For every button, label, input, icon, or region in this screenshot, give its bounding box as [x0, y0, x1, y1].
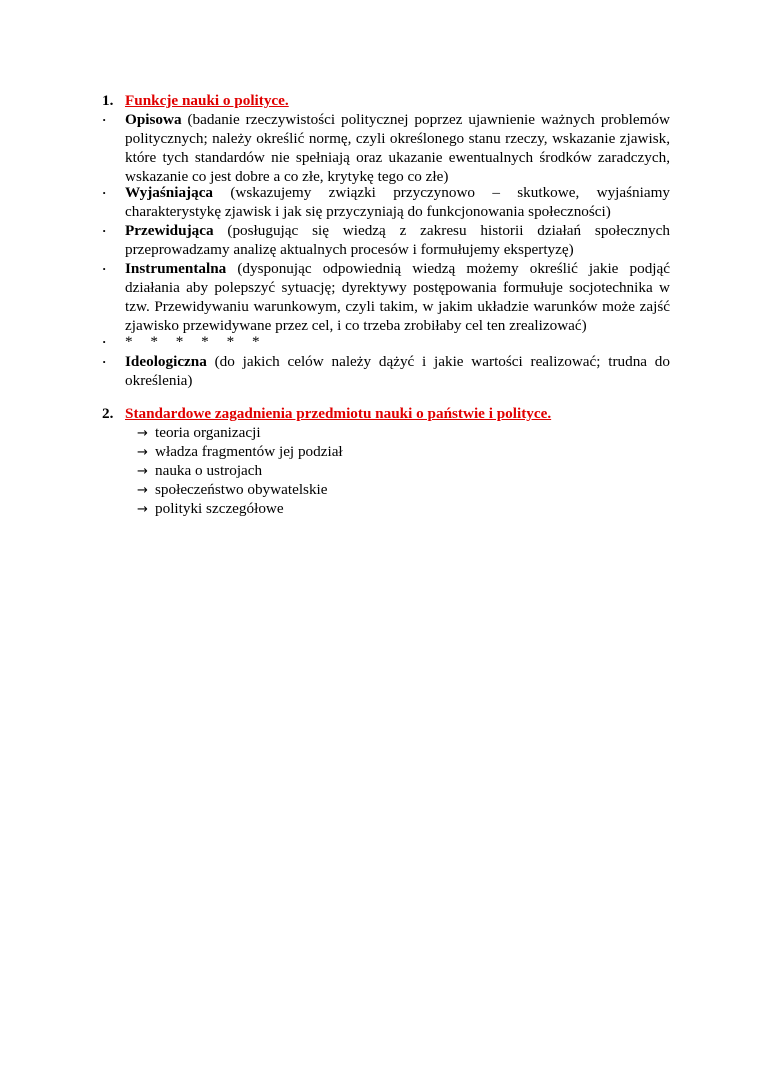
term-description: (do jakich celów należy dążyć i jakie wartości realizować; trudna do określenia) — [125, 353, 670, 389]
list-item-label: teoria organizacji — [155, 424, 261, 441]
list-item-text — [125, 352, 670, 390]
term-label: Ideologiczna — [125, 353, 207, 370]
section-1-heading — [102, 91, 672, 110]
list-item-stars — [102, 332, 670, 351]
bullet-icon: · — [102, 185, 107, 200]
list-item-label: społeczeństwo obywatelskie — [155, 481, 328, 498]
stars-separator: * * * * * * — [125, 333, 260, 350]
bullet-icon: · — [102, 334, 107, 349]
list-item-ideologiczna — [102, 352, 670, 390]
topics-list — [137, 423, 343, 518]
section-1-title: Funkcje nauki o polityce. — [125, 92, 289, 109]
arrow-right-icon: → — [137, 483, 148, 498]
term-label: Wyjaśniająca — [125, 184, 214, 201]
term-label: Opisowa — [125, 111, 182, 128]
bullet-icon: · — [102, 223, 107, 238]
list-item — [137, 442, 343, 461]
list-item-przewidujaca — [102, 221, 670, 259]
section-2-number: 2. — [102, 405, 114, 422]
list-item — [137, 423, 343, 442]
list-item-label: nauka o ustrojach — [155, 462, 263, 479]
bullet-icon: · — [102, 261, 107, 276]
bullet-icon: · — [102, 354, 107, 369]
list-item-opisowa — [102, 110, 670, 186]
list-item-text — [125, 259, 670, 335]
list-item — [137, 461, 343, 480]
arrow-right-icon: → — [137, 426, 148, 441]
term-description: (posługując się wiedzą z zakresu historii działań społecznych przeprowadzamy analizę aktualnych procesów i formułujemy ekspertyzę) — [125, 222, 670, 258]
list-item — [137, 480, 343, 499]
section-2-title: Standardowe zagadnienia przedmiotu nauki o państwie i polityce. — [125, 405, 552, 422]
arrow-right-icon: → — [137, 445, 148, 460]
term-description: (wskazujemy związki przyczynowo – skutkowe, wyjaśniamy charakterystykę zjawisk i jak się przyczyniają do funkcjonowania społeczności) — [125, 184, 670, 220]
list-item-text — [125, 221, 670, 259]
section-1-number: 1. — [102, 92, 114, 109]
bullet-icon: · — [102, 112, 107, 127]
arrow-right-icon: → — [137, 464, 148, 479]
list-item-text — [125, 183, 670, 221]
term-description: (dysponując odpowiednią wiedzą możemy określić jakie podjąć działania aby polepszyć sytuację; dyrektywy postępowania formułuje socjotechnika w tzw. Przewidywaniu warunkowym, czyli takim, w jakim układzie warunków może zajść zjawisko przewidywane przez cel, i co trzeba zrobiłaby cel ten zrealizować) — [125, 260, 670, 334]
list-item-instrumentalna — [102, 259, 670, 335]
list-item-text — [125, 110, 670, 186]
list-item-wyjasniajaca — [102, 183, 670, 221]
term-description: (badanie rzeczywistości politycznej poprzez ujawnienie ważnych problemów politycznych; należy określić normę, czyli określonego stanu rzeczy, wskazanie zjawisk, które tych standardów nie spełniają oraz ukazanie ewentualnych środków zaradczych, wskazanie co jest dobre a co złe, krytykę tego co złe) — [125, 111, 670, 185]
list-item — [137, 499, 343, 518]
section-2-heading — [102, 404, 672, 423]
list-item-label: polityki szczegółowe — [155, 500, 284, 517]
term-label: Przewidująca — [125, 222, 214, 239]
term-label: Instrumentalna — [125, 260, 227, 277]
list-item-label: władza fragmentów jej podział — [155, 443, 343, 460]
arrow-right-icon: → — [137, 502, 148, 517]
